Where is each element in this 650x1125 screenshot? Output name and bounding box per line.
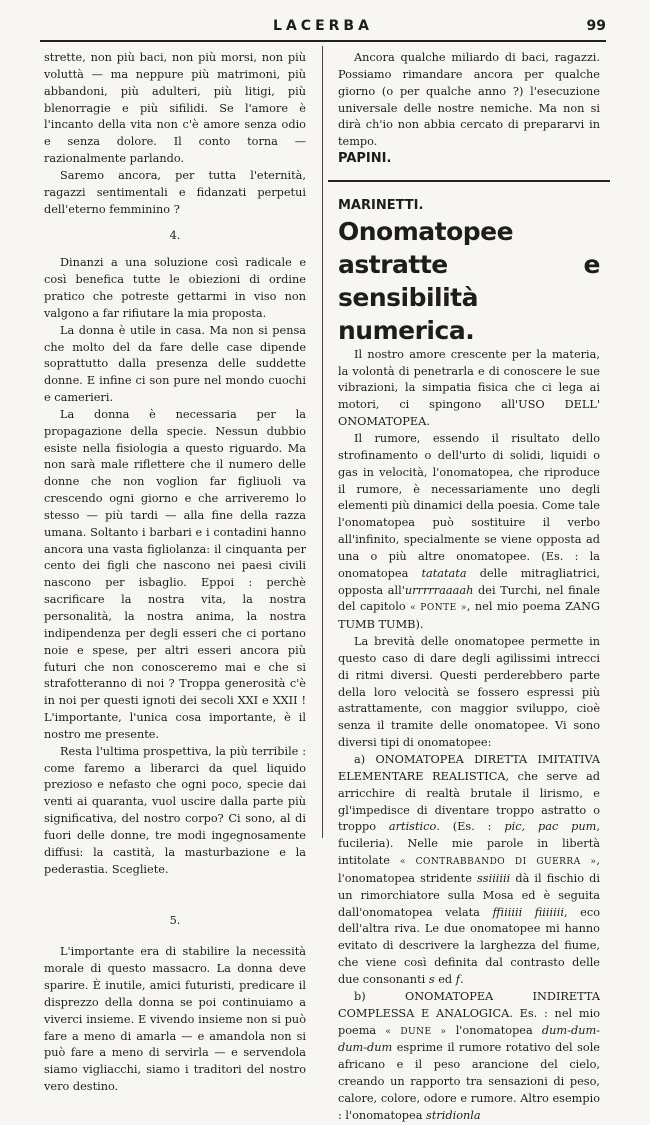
left-column <box>44 50 306 1096</box>
paragraph: Dinanzi a una soluzione così radicale e così benefica tutte le obiezioni di ordine pratico che potreste gettarmi in viso non valgono a far rifiutare la mia proposta. <box>44 256 306 320</box>
text-run: dà il fischio di un rimorchiatore sulla Mosa ed è seguita dall'onomatopea velata <box>338 871 600 919</box>
text-run: . (Es. : <box>436 820 505 834</box>
masthead <box>40 18 606 38</box>
text-run: a) ONOMATOPEA DIRETTA IMITATIVA ELEMENTARE REALISTICA, che serve ad arricchire di realtà brutale il lirismo, e gl'impedisce di diventare troppo astratto o troppo <box>338 753 600 834</box>
section-rule <box>328 180 610 182</box>
paragraph: La donna è necessaria per la propagazione della specie. Nessun dubbio esiste nella fisiologia a questo riguardo. Ma non sarà male riflettere che il numero delle donne che non voglion far figliuoli va crescendo ogni giorno e che arriveremo lo stesso — più tardi — alla fine della razza umana. Soltanto i barbari e i contadini hanno ancora una vasta figliolanza: il cinquanta per cento dei figli che nascono nei paesi civili nascono per isbaglio. Eppoi : perchè sacrificare la nostra vita, la nostra personalità, la nostra anima, la nostra indipendenza per degli esseri che ci portano noie e spese, per altri esseri ancora più futuri che non conosceremo mai e che si strafotteranno di noi ? Troppa generosità c'è in noi per questi ignoti dei secoli XXI e XXII ! L'importante, l'unica cosa importante, è il nostro me presente. <box>44 407 306 741</box>
section-number: 5. <box>169 913 181 927</box>
text-run: delle mitragliatrici, opposta all' <box>338 566 600 597</box>
text-run: ed <box>434 972 456 986</box>
italic-word: pic, pac pum <box>504 820 597 834</box>
italic-word: f <box>455 972 460 986</box>
article-headline: Onomatopee astratte e sensibilità numerica. <box>338 216 600 345</box>
paragraph: strette, non più baci, non più morsi, non più voluttà — ma neppure più matrimoni, più abbandoni, più adulteri, più litigi, più blenorragie e più sifilidi. Se l'amore è l'incanto della vita non c'è amore senza odio e senza dolore. Il conto torna — razionalmente parlando. <box>44 51 306 166</box>
paragraph: La brevità delle onomatopee permette in questo caso di dare degli agilissimi intrecci di ritmi diversi. Questi perderebbero parte della loro velocità se fossero espressi più astrattamente, con maggior sviluppo, cioè senza il tramite delle onomatopee. Vi sono diversi tipi di onomatopee: <box>338 635 600 750</box>
text-run: . <box>459 972 464 986</box>
page-number: 99 <box>586 18 606 34</box>
text-run: dei Turchi, nel finale del capitolo <box>338 583 600 614</box>
paragraph: L'importante era di stabilire la necessità morale di questo massacro. La donna deve sparire. È inutile, amici futuristi, predicare il disprezzo della donna se poi continuiamo a viverci insieme. E vivendo insieme non si può fare a meno di amarla — e amandola non si può fare a meno di servirla — e servendola siamo vigliacchi, siamo i traditori del nostro vero destino. <box>44 945 306 1094</box>
text-run: , eco dell'altra riva. Le due onomatopee mi hanno evitato di descrivere la larghezza del fiume, che viene così definita dal contrasto delle due consonanti <box>338 905 600 986</box>
text-run: esprime il rumore rotativo del sole africano e il peso arancione del cielo, creando un rapporto tra sensazioni di peso, calore, colore, odore e rumore. Altro esempio : l'onomatopea <box>338 1041 600 1122</box>
small-caps-title: « DUNE » <box>385 1026 447 1037</box>
paragraph <box>338 431 600 634</box>
signature: PAPINI. <box>338 151 392 167</box>
paragraph: Ancora qualche miliardo di baci, ragazzi. Possiamo rimandare ancora per qualche giorno (o per qualche anno ?) l'esecuzione universale delle nostre nemiche. Ma non si dirà ch'io non abbia cercato di prepararvi in tempo. <box>338 51 600 149</box>
text-run: , l'onomatopea stridente <box>338 854 600 885</box>
small-caps-title: « CONTRABBANDO DI GUERRA » <box>399 857 597 868</box>
text-run: l'onomatopea <box>446 1023 542 1037</box>
text-run: Il rumore, essendo il risultato dello strofinamento o dell'urto di solidi, liquidi o gas in velocità, l'onomatopea, che riproduce il rumore, è necessariamente uno degli elementi più dinamici della poesia. Come tale l'onomatopea può sostituire il verbo all'infinito, specialmente se viene opposta ad una o più altre onomatopee. (Es. : la onomatopea <box>338 431 600 580</box>
text-run: , nel mio poema ZANG TUMB TUMB). <box>338 600 600 632</box>
small-caps-title: « PONTE » <box>410 603 467 614</box>
paragraph <box>338 989 600 1125</box>
paragraph: Saremo ancora, per tutta l'eternità, ragazzi sentimentali e fidanzati perpetui dell'eterno femminino ? <box>44 168 306 216</box>
italic-word: urrrrraaaah <box>404 583 474 597</box>
section-number: 4. <box>169 229 181 243</box>
italic-word: artistico <box>388 820 437 834</box>
paragraph: Il nostro amore crescente per la materia, la volontà di penetrarla e di conoscere le sue vibrazioni, la simpatia fisica che ci lega ai motori, ci spingono all'USO DELL' ONOMATOPEA. <box>338 347 600 429</box>
journal-title: LACERBA <box>273 18 373 34</box>
column-divider <box>322 46 323 838</box>
text-run: b) ONOMATOPEA INDIRETTA COMPLESSA E ANALOGICA. Es. : nel mio poema <box>338 989 600 1037</box>
paragraph: Resta l'ultima prospettiva, la più terribile : come faremo a liberarci da quel liquido prezioso e nefasto che ogni poco, specie dai venti ai quaranta, vuol uscire dalla parte più significativa, del nostro corpo? Ci sono, al di fuori delle donne, tre modi ingegnosamente diffusi: la castità, la masturbazione e la pederastia. Scegliete. <box>44 744 306 876</box>
italic-word: tatatata <box>421 566 467 580</box>
italic-word: stridionla <box>426 1108 481 1122</box>
text-run: , fucileria). Nelle mie parole in libertà intitolate <box>338 820 600 868</box>
header-rule <box>40 40 606 42</box>
italic-word: ssiiiiii <box>476 871 511 885</box>
italic-word: dum-dum-dum-dum <box>338 1023 600 1055</box>
italic-word: ffiiiiii fiiiiiii <box>492 905 564 919</box>
italic-word: s <box>428 972 435 986</box>
paragraph: La donna è utile in casa. Ma non si pensa che molto del da fare delle case dipende soprattutto dalla presenza delle suddette donne. E infine ci son pure nel mondo cuochi e camerieri. <box>44 323 306 405</box>
author-name: MARINETTI. <box>338 197 424 213</box>
paragraph <box>338 752 600 989</box>
right-column <box>338 50 600 1125</box>
